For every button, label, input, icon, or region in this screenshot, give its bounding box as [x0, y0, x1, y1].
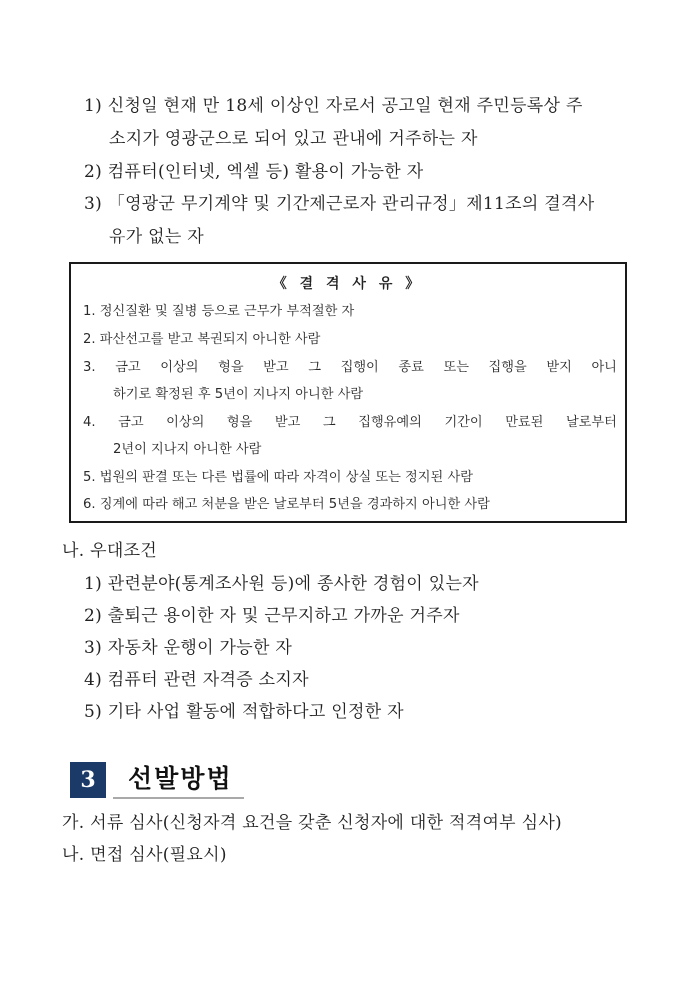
- word: 형을: [226, 415, 253, 430]
- section-number-badge: 3: [70, 762, 106, 798]
- item-text: 기타 사업 활동에 적합하다고 인정한 자: [107, 702, 404, 722]
- item-text: 징계에 따라 해고 처분을 받은 날로부터 5년을 경과하지 아니한 사람: [99, 497, 490, 512]
- item-text: 법원의 판결 또는 다른 법률에 따라 자격이 상실 또는 정지된 사람: [99, 470, 473, 485]
- preference-item-1: [84, 573, 479, 595]
- word: 그: [322, 415, 336, 430]
- word: 이상의: [166, 415, 205, 430]
- eligibility-item-1: [84, 95, 583, 117]
- preference-item-4: [84, 669, 309, 691]
- word: 이상의: [160, 360, 199, 375]
- word: 금고: [115, 360, 141, 375]
- item-text: 자동차 운행이 가능한 자: [107, 638, 293, 658]
- word: 받지: [546, 360, 572, 375]
- item-number: 2): [84, 606, 103, 626]
- item-number: 1): [84, 96, 103, 116]
- item-number: 3): [84, 194, 103, 214]
- item-number: 6.: [83, 497, 96, 512]
- item-number: 2): [84, 162, 103, 182]
- word: 금고: [118, 415, 144, 430]
- item-number: 4.: [83, 415, 96, 430]
- box-title: 《 결 격 사 유 》: [272, 276, 424, 292]
- word: 집행이: [340, 360, 379, 375]
- item-number: 3): [84, 638, 103, 658]
- item-text: 관련분야(통계조사원 등)에 종사한 경험이 있는자: [107, 574, 479, 594]
- item-text: 파산선고를 받고 복권되지 아니한 사람: [99, 332, 321, 347]
- eligibility-item-3: [84, 193, 594, 215]
- word: 만료된: [505, 415, 544, 430]
- word: 형을: [218, 360, 244, 375]
- item-number: 1): [84, 574, 103, 594]
- disqualification-item-2: [83, 331, 320, 349]
- disqualification-item-6: [83, 496, 490, 514]
- section-title: 선발방법: [128, 764, 233, 793]
- disqualification-item-3: [83, 359, 617, 377]
- preference-heading: 나. 우대조건: [62, 541, 158, 561]
- disqualification-item-4-continued: 2년이 지나지 아니한 사람: [113, 442, 262, 457]
- disqualification-item-1: [83, 303, 354, 321]
- item-text: 정신질환 및 질병 등으로 근무가 부적절한 자: [99, 304, 355, 319]
- word: 그: [308, 360, 321, 375]
- eligibility-item-2: [84, 161, 423, 183]
- item-text: 「영광군 무기계약 및 기간제근로자 관리규정」제11조의 결격사: [107, 194, 595, 214]
- word: 날로부터: [565, 415, 617, 430]
- item-number: 2.: [83, 332, 96, 347]
- disqualification-item-5: [83, 469, 473, 487]
- preference-item-3: [84, 637, 292, 659]
- item-text: 컴퓨터 관련 자격증 소지자: [107, 670, 309, 690]
- eligibility-item-3-continued: 유가 없는 자: [109, 227, 205, 247]
- word: 종료: [398, 360, 424, 375]
- item-number: 4): [84, 670, 103, 690]
- selection-method-item-1: 가. 서류 심사(신청자격 요건을 갖춘 신청자에 대한 적격여부 심사): [62, 813, 562, 833]
- item-text: 출퇴근 용이한 자 및 근무지하고 가까운 거주자: [107, 606, 460, 626]
- item-number: 5.: [83, 470, 96, 485]
- item-text: 컴퓨터(인터넷, 엑셀 등) 활용이 가능한 자: [107, 162, 424, 182]
- word: 받고: [263, 360, 289, 375]
- selection-method-item-2: 나. 면접 심사(필요시): [62, 845, 227, 865]
- disqualification-box: [69, 262, 627, 523]
- disqualification-item-4: [83, 414, 617, 432]
- preference-item-2: [84, 605, 460, 627]
- preference-item-5: [84, 701, 404, 723]
- eligibility-item-1-continued: 소지가 영광군으로 되어 있고 관내에 거주하는 자: [109, 129, 478, 149]
- item-text: 신청일 현재 만 18세 이상인 자로서 공고일 현재 주민등록상 주: [107, 96, 583, 116]
- word: 기간이: [444, 415, 483, 430]
- word: 또는: [443, 360, 469, 375]
- word: 집행을: [488, 360, 527, 375]
- word: 받고: [274, 415, 301, 430]
- word: 아니: [591, 360, 617, 375]
- item-number: 1.: [83, 304, 96, 319]
- word: 집행유예의: [358, 415, 422, 430]
- item-number: 3.: [83, 360, 96, 375]
- disqualification-item-3-continued: 하기로 확정된 후 5년이 지나지 아니한 사람: [113, 387, 364, 402]
- section-title-underline: [113, 797, 244, 799]
- item-number: 5): [84, 702, 103, 722]
